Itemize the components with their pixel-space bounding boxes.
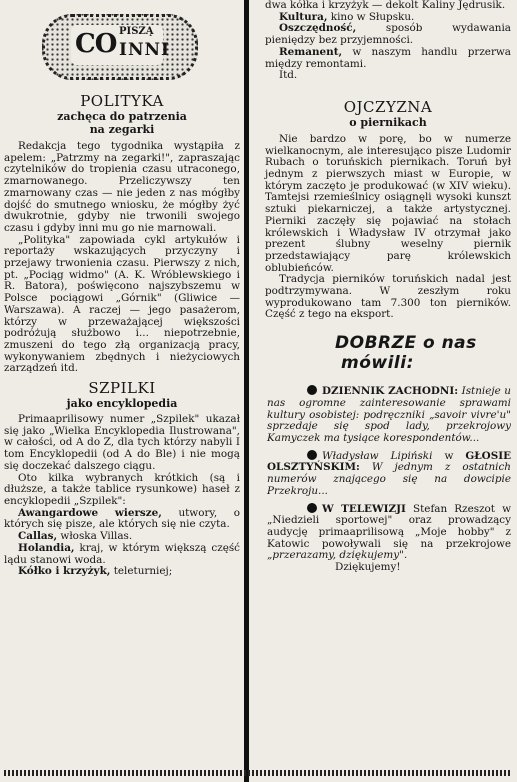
paragraph: Oto kilka wybranych krótkich (są i dłuższe, a także tablice rysunkowe) haseł z encyklopedii „Szpilek": [4, 471, 240, 507]
quote-text: Stefan Rzeszot w „Niedzieli sportowej" oraz prowadzący audycję primaaprilisową „Moje hobby" z Katowic powoływali się na przekrojowe [267, 502, 511, 550]
entry-head: Callas, [18, 530, 58, 543]
quote-source: W TELEWIZJI [322, 502, 406, 515]
quote-source: DZIENNIK ZACHODNI: [322, 385, 459, 398]
article-title: SZPILKI [88, 379, 156, 398]
logo-badge [42, 14, 198, 80]
itd: Itd. [279, 69, 298, 82]
entry-text: kraj, w którym większą część lądu stanowi woda. [4, 541, 240, 566]
article-subtitle: o piernikach [349, 115, 427, 129]
handwritten-line: mówili: [341, 353, 414, 374]
left-column [4, 0, 240, 782]
co-pisza-inni-logo [4, 0, 240, 80]
entry-head: Awangardowe wiersze, [18, 506, 162, 519]
dobrze-o-nas-heading [253, 333, 511, 373]
article-ojczyzna [253, 98, 511, 321]
right-column [253, 0, 511, 782]
article-subtitle: jako encyklopedia [66, 397, 178, 411]
paragraph: dwa kółka i krzyżyk — dekolt Kaliny Jędrusik. [265, 0, 506, 11]
entry [265, 23, 511, 46]
quote-telewizja [267, 503, 511, 563]
entry-head: Kółko i krzyżyk, [18, 565, 111, 578]
bullet-icon [307, 385, 317, 395]
szpilki-continued [253, 0, 511, 82]
entry-text: w naszym handlu przerwa między remontami. [265, 45, 511, 70]
article-polityka [4, 92, 240, 375]
paragraph: Nie bardzo w porę, bo w numerze wielkanocnym, ale interesująco pisze Ludomir Rubach o toruńskich piernikach. Toruń był jednym z pierwszych miast w Europie, w którym zaczęto je produkować (w XIV wieku). Tamtejsi rzemieślnicy osiągnęli wysoki kunszt sztuki piekarniczej, a także artystycznej. Pierniki zaczęły się pojawiać na stołach królewskich i Władysław IV otrzymał jako prezent ślubny weselny piernik przedstawiający parę królewskich oblubieńców. [265, 132, 511, 274]
column-divider [244, 0, 249, 782]
entry-text: utwory, o których się pisze, ale których się nie czyta. [4, 506, 240, 531]
bullet-icon [307, 503, 317, 513]
article-title: OJCZYZNA [343, 97, 433, 116]
quote-source: GŁOSIE OLSZTYŃSKIM: [267, 449, 511, 474]
handwritten-line: DOBRZE o nas [335, 333, 477, 354]
entry [265, 47, 511, 70]
thanks: Dziękujemy! [335, 561, 401, 574]
quote-dziennik [267, 385, 511, 445]
article-subtitle: zachęca do patrzenia na zegarki [57, 110, 187, 136]
paragraph: Redakcja tego tygodnika wystąpiła z apelem: „Patrzmy na zegarki!", zapraszając czytelników do tropienia czasu utraconego, zmarnowanego. Przeliczywszy ten zmarnowany czas — nie jeden z nas mógłby dojść do smutnego wniosku, że mógłby żyć dwukrotnie, gdyby nie trwonili swojego czasu i gdyby inni mu go nie marnowali. [4, 140, 240, 234]
quote-quote: „przerazamy, dziękujemy". [267, 549, 408, 562]
entry [4, 543, 240, 566]
article-szpilki [4, 379, 240, 578]
entry-head: Kultura, [279, 10, 328, 23]
paragraph: Primaaprilisowy numer „Szpilek" ukazał się jako „Wielka Encyklopedia Ilustrowana", w całości, od A do Z, dla tych którzy nabyli I tom Encyklopedii (od A do Ble) i nie mogą się doczekać dalszego ciągu. [4, 413, 240, 472]
entry-text: włoska Villas. [60, 530, 133, 543]
quote-text: Istnieje u nas ogromne zainteresowanie sprawami kultury osobistej: podręczniki „savoir vivre'u" sprzedaje się spod lady, przekrojowy Kamyczek ma tysiące korespondentów... [267, 385, 511, 444]
quote-text: W jednym z ostatnich numerów znającego się na dowcipie Przekroju... [267, 461, 511, 497]
entry-text: sposób wydawania pieniędzy bez przyjemności. [265, 22, 511, 47]
quote-w: w [444, 449, 454, 462]
entry-head: Holandia, [18, 541, 75, 554]
paragraph: Tradycja pierników toruńskich nadal jest podtrzymywana. W zeszłym roku wyprodukowano tam 7.300 ton pierników. Część z tego na eksport. [265, 273, 511, 321]
entry [4, 566, 240, 578]
bottom-rule [4, 770, 511, 776]
logo-inni: INNI [119, 40, 170, 60]
entry [4, 508, 240, 531]
quotes-list [253, 385, 511, 574]
quote-glos [267, 450, 511, 498]
entry-head: Remanent, [279, 45, 343, 58]
paragraph: „Polityka" zapowiada cykl artykułów i reportaży wskazujących przyczyny i przejawy trwonienia czasu. Pierwszy z nich, pt. „Pociąg widmo" (A. K. Wróblewskiego i R. Batora), poświęcono najszybszemu w Polsce pociągowi „Górnik" (Gliwice — Warszawa). A raczej — jego pasażerom, którzy w przeważającej większości podróżują służbowo i... niepotrzebnie, zmuszeni do tego złą organizacją pracy, wykonywaniem zbędnych i nieżyciowych zarządzeń itd. [4, 233, 240, 375]
quote-author: Władysław Lipiński [322, 449, 433, 462]
bullet-icon [307, 450, 317, 460]
article-title: POLITYKA [80, 92, 164, 110]
logo-pisza: PISZĄ [119, 26, 154, 37]
entry-head: Oszczędność, [279, 22, 357, 35]
entry-text: kino w Słupsku. [330, 10, 415, 23]
logo-co: CO [75, 29, 117, 59]
entry-text: teleturniej; [113, 565, 173, 578]
